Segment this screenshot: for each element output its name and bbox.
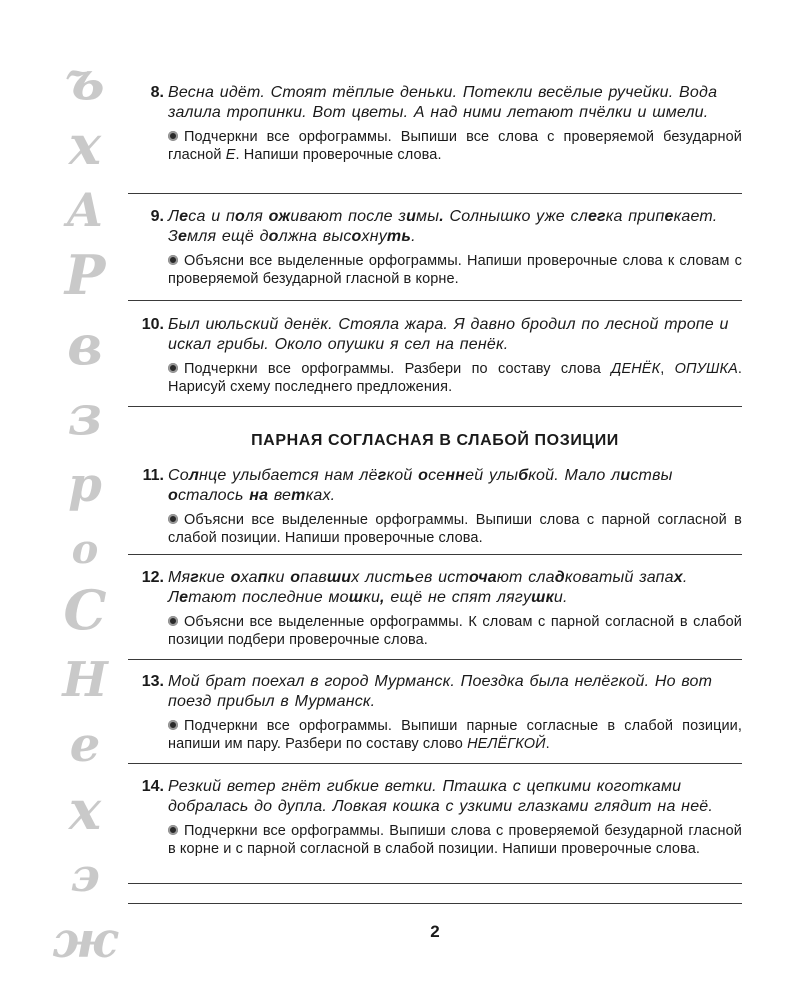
margin-letter: р [68,457,102,513]
margin-letter: х [68,778,102,842]
task-text: Подчеркни все орфограммы. Выпиши все слова с проверяемой безударной гласной Е. Напиши проверочные слова. [168,129,742,163]
divider [128,903,742,904]
margin-letter-column [40,40,130,980]
task-text: Подчеркни все орфограммы. Разбери по составу слова ДЕНЁК, ОПУШКА. Нарисуй схему последнего предложения. [168,361,742,395]
exercise-text: Мягкие охапки опавших листьев источают сладковатый запах. Летают последние мошки, ещё не спят лягушки. [168,569,688,606]
exercise-13 [128,672,742,753]
exercise-12 [128,568,742,649]
page-number: 2 [430,922,440,941]
exercise-number: 9. [150,208,164,225]
bullet-icon [168,616,178,626]
exercise-task [168,511,742,547]
margin-letter: о [71,526,99,573]
exercise-10 [128,315,742,396]
margin-letter: х [68,113,102,177]
exercise-number: 13. [141,673,164,690]
margin-letter: Р [64,243,106,307]
exercise-number: 14. [141,778,164,795]
exercise-task [168,128,742,164]
task-text: Объясни все выделенные орфограммы. К словам с парной согласной в слабой позиции подбери проверочные слова. [168,614,742,648]
exercise-task [168,252,742,288]
exercise-9 [128,207,742,288]
margin-letter: ъ [65,48,105,112]
exercise-task [168,822,742,858]
exercise-task [168,613,742,649]
exercise-number: 8. [150,84,164,101]
divider [128,659,742,660]
exercise-text: Леса и поля оживают после зимы. Солнышко уже слегка припекает. Земля ещё должна высохнуть. [168,208,718,245]
margin-letter: ж [52,910,118,969]
exercise-14 [128,777,742,858]
exercise-text: Был июльский денёк. Стояла жара. Я давно бродил по лесной тропе и искал грибы. Около опушки я сел на пенёк. [168,316,729,353]
divider [128,763,742,764]
bullet-icon [168,514,178,524]
margin-letter: А [66,183,104,237]
exercise-task [168,717,742,753]
margin-letter: Н [62,652,108,708]
task-text: Подчеркни все орфограммы. Выпиши слова с проверяемой безударной гласной в корне и с парной согласной в слабой позиции. Напиши проверочные слова. [168,823,742,857]
bullet-icon [168,363,178,373]
exercise-text: Резкий ветер гнёт гибкие ветки. Пташка с цепкими коготками добралась до дупла. Ловкая кошка с узкими глазками глядит на неё. [168,778,714,815]
exercise-11 [128,466,742,547]
divider [128,406,742,407]
margin-letter: С [63,578,107,642]
bullet-icon [168,131,178,141]
bullet-icon [168,255,178,265]
section-title: ПАРНАЯ СОГЛАСНАЯ В СЛАБОЙ ПОЗИЦИИ [251,432,619,449]
margin-letter: в [67,313,103,377]
task-text: Подчеркни все орфограммы. Выпиши парные согласные в слабой позиции, напиши им пару. Разбери по составу слово НЕЛЁГКОЙ. [168,718,742,752]
exercise-number: 11. [142,467,164,484]
exercise-task [168,360,742,396]
bullet-icon [168,720,178,730]
divider [128,554,742,555]
exercise-number: 12. [141,569,164,586]
exercise-number: 10. [141,316,164,333]
task-text: Объясни все выделенные орфограммы. Напиши проверочные слова к словам с проверяемой безударной гласной в корне. [168,253,742,287]
divider [128,300,742,301]
task-text: Объясни все выделенные орфограммы. Выпиши слова с парной согласной в слабой позиции. Напиши проверочные слова. [168,512,742,546]
exercise-text: Солнце улыбается нам лёгкой осенней улыбкой. Мало листвы осталось на ветках. [168,467,673,504]
exercise-text: Мой брат поехал в город Мурманск. Поездка была нелёгкой. Но вот поезд прибыл в Мурманск. [168,673,713,710]
exercise-text: Весна идёт. Стоят тёплые деньки. Потекли весёлые ручейки. Вода залила тропинки. Вот цветы. А над ними летают пчёлки и шмели. [168,84,718,121]
margin-letter: э [70,848,100,902]
divider [128,193,742,194]
divider [128,883,742,884]
margin-letter: з [67,383,103,447]
margin-letter: е [69,717,101,773]
exercise-8 [128,83,742,164]
bullet-icon [168,825,178,835]
